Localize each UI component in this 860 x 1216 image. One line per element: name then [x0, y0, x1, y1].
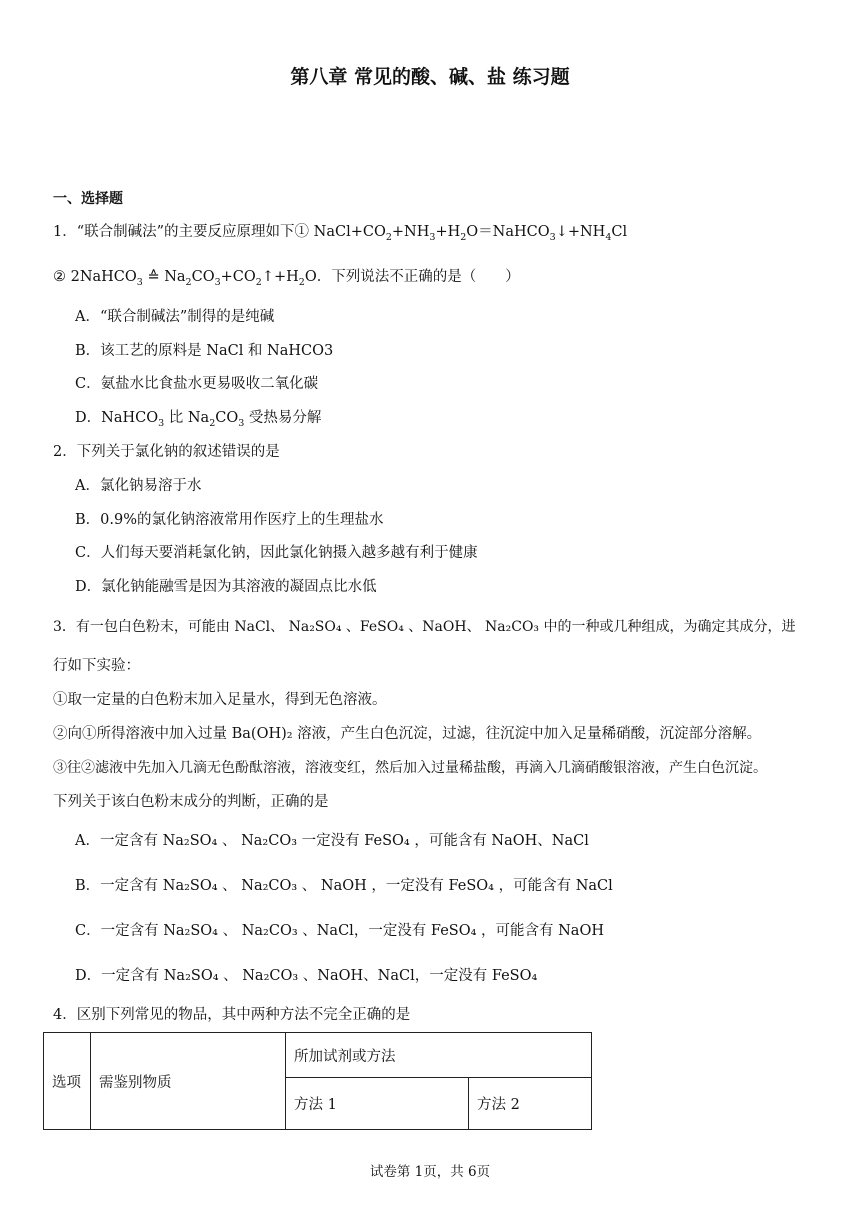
page-title: 第八章 常见的酸、碱、盐 练习题 — [290, 66, 570, 88]
q3-option-b: B．一定含有 Na₂SO₄ 、 Na₂CO₃ 、 NaOH ，一定没有 FeSO₄ ，可能含有 NaCl — [75, 878, 613, 894]
q1-option-d: D．NaHCO$_3$ 比 $Na_2CO_3$ 受热易分解 — [75, 410, 322, 429]
section-heading: 一、选择题 — [53, 191, 123, 207]
q3-step-1: ①取一定量的白色粉末加入足量水，得到无色溶液。 — [53, 692, 387, 708]
q1-stem-line1: 1．“联合制碱法”的主要反应原理如下① $NaCl+CO_2+NH_3+H_2O=NaHCO_3↓+NH_4Cl$ — [53, 224, 628, 243]
q3-option-a: A．一定含有 Na₂SO₄ 、 Na₂CO₃ 一定没有 FeSO₄ ，可能含有 NaOH、NaCl — [75, 833, 589, 849]
page-footer: 试卷第 1页，共 6页 — [369, 1164, 491, 1180]
table-header-reagent: 所加试剂或方法 — [286, 1033, 592, 1078]
q1-option-c: C．氨盐水比食盐水更易吸收二氧化碳 — [75, 376, 319, 392]
q4-table — [43, 1032, 592, 1130]
q2-option-c: C．人们每天要消耗氯化钠，因此氯化钠摄入越多越有利于健康 — [75, 545, 478, 561]
q3-option-d: D．一定含有 Na₂SO₄ 、 Na₂CO₃ 、NaOH、NaCl，一定没有 FeSO₄ — [75, 968, 538, 984]
q3-option-c: C．一定含有 Na₂SO₄ 、 Na₂CO₃ 、NaCl，一定没有 FeSO₄ ，可能含有 NaOH — [75, 923, 604, 939]
q3-step-3: ③往②滤液中先加入几滴无色酚酞溶液，溶液变红，然后加入过量稀盐酸，再滴入几滴硝酸银溶液，产生白色沉淀。 — [53, 760, 767, 776]
q1-option-a: A．“联合制碱法”制得的是纯碱 — [75, 309, 275, 325]
q1-option-b: B．该工艺的原料是 NaCl 和 NaHCO3 — [75, 343, 334, 359]
q2-option-a: A．氯化钠易溶于水 — [75, 478, 202, 494]
table-header-method1: 方法 1 — [286, 1078, 469, 1130]
table-header-method2: 方法 2 — [469, 1078, 592, 1130]
q3-step-2: ②向①所得溶液中加入过量 Ba(OH)₂ 溶液，产生白色沉淀，过滤，往沉淀中加入足量稀硝酸，沉淀部分溶解。 — [53, 726, 762, 742]
q3-question: 下列关于该白色粉末成分的判断，正确的是 — [53, 794, 329, 810]
q2-option-d: D．氯化钠能融雪是因为其溶液的凝固点比水低 — [75, 579, 377, 595]
q3-stem-line2: 行如下实验： — [53, 658, 140, 674]
q2-option-b: B．0.9%的氯化钠溶液常用作医疗上的生理盐水 — [75, 512, 384, 528]
table-header-substance: 需鉴别物质 — [91, 1033, 286, 1130]
q1-stem-line2: ② 2NaHCO$_3$ ≙ $Na_2CO_3+CO_2↑+H_2O$．下列说法不正确的是（ ） — [53, 269, 520, 288]
q4-stem: 4．区别下列常见的物品，其中两种方法不完全正确的是 — [53, 1007, 411, 1023]
table-header-option: 选项 — [44, 1033, 91, 1130]
q2-stem: 2．下列关于氯化钠的叙述错误的是 — [53, 444, 280, 460]
q3-stem-line1: 3．有一包白色粉末，可能由 NaCl、 Na₂SO₄ 、FeSO₄ 、NaOH、 Na₂CO₃ 中的一种或几种组成，为确定其成分，进 — [53, 619, 796, 635]
